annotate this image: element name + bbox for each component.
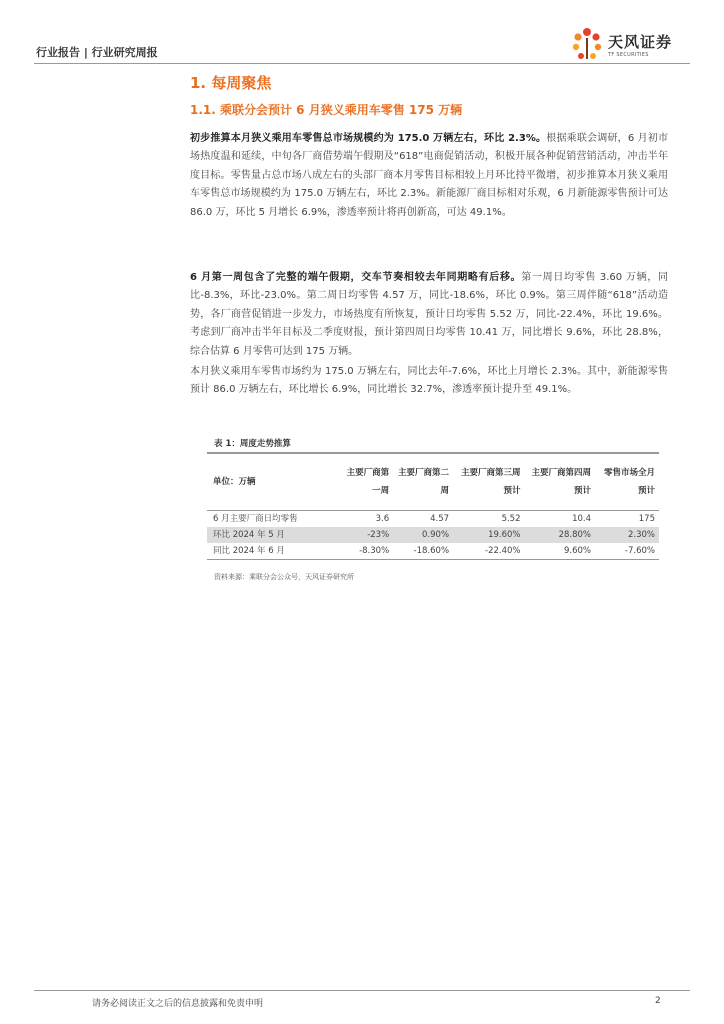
table-cell: 5.52 bbox=[501, 514, 521, 524]
table-cell: 10.4 bbox=[572, 514, 591, 524]
footer-divider bbox=[34, 990, 690, 991]
table-cell: -22.40% bbox=[485, 546, 521, 556]
weekly-trend-table bbox=[207, 454, 659, 560]
table-row-label: 6 月主要厂商日均零售 bbox=[213, 514, 298, 524]
table-cell: 3.6 bbox=[375, 514, 390, 524]
table-row-label: 环比 2024 年 5 月 bbox=[207, 527, 335, 543]
table-col-header: 主要厂商第二周 bbox=[398, 468, 450, 496]
table-cell: 19.60% bbox=[453, 527, 524, 543]
table-cell: 175 bbox=[638, 514, 655, 524]
logo-mark-icon bbox=[570, 26, 604, 62]
subsection-heading: 1.1. 乘联分会预计 6 月狭义乘用车零售 175 万辆 bbox=[190, 103, 463, 117]
report-breadcrumb: 行业报告 | 行业研究周报 bbox=[36, 46, 158, 59]
table-cell: 0.90% bbox=[393, 527, 453, 543]
paragraph-1 bbox=[190, 130, 668, 222]
table-row bbox=[207, 511, 659, 528]
section-heading: 1. 每周聚焦 bbox=[190, 74, 272, 92]
table-row-label: 同比 2024 年 6 月 bbox=[213, 546, 285, 556]
paragraph-2-body: 第一周日均零售 3.60 万辆，同比-8.3%，环比-23.0%。第二周日均零售 4.57 万，同比-18.6%，环比 0.9%。第三周伴随“618”活动造势，各厂商营促销进一步发力，市场热度有所恢复，预计日均零售 5.52 万，同比-22.4%，环比 19.6%。考虑到厂商冲击半年目标及二季度财报，预计第四周日均零售 10.41 万，同比增长 9.6%，环比 28.8%，综合估算 6 月零售可达到 175 万辆。 bbox=[190, 272, 668, 357]
table-cell: 4.57 bbox=[430, 514, 450, 524]
paragraph-3: 本月狭义乘用车零售市场约为 175.0 万辆左右，同比去年-7.6%，环比上月增长 2.3%。其中，新能源零售预计 86.0 万辆左右，环比增长 6.9%，同比增长 32.7%，渗透率预计提升至 49.1%。 bbox=[190, 366, 668, 396]
footer-disclaimer: 请务必阅读正文之后的信息披露和免责申明 bbox=[92, 999, 264, 1009]
company-logo bbox=[570, 26, 690, 62]
table-title: 表 1：周度走势推算 bbox=[214, 439, 291, 449]
paragraph-1-body: 根据乘联会调研，6 月初市场热度温和延续，中旬各厂商借势端午假期及“618”电商促销活动，积极开展各种促销营销活动，冲击半年度目标。零售量占总市场八成左右的头部厂商本月零售目标相较上月环比持平微增，初步推算本月狭义乘用车零售总市场规模约为 175.0 万辆左右，环比 2.3%。新能源厂商目标相对乐观，6 月新能源零售预计可达 86.0 万，环比 5 月增长 6.9%，渗透率预计将再创新高，可达 49.1%。 bbox=[190, 133, 669, 218]
table-source-note: 资料来源：乘联分会公众号，天风证券研究所 bbox=[214, 573, 354, 581]
table-col-header: 主要厂商第四周预计 bbox=[531, 468, 591, 496]
table-cell: 9.60% bbox=[563, 546, 591, 556]
logo-text: 天风证券 bbox=[608, 33, 673, 51]
table-cell: -8.30% bbox=[359, 546, 390, 556]
table-cell: -23% bbox=[335, 527, 393, 543]
table-cell: -7.60% bbox=[624, 546, 655, 556]
paragraph-2 bbox=[190, 269, 668, 361]
table-unit-header: 单位：万辆 bbox=[213, 477, 256, 487]
table-cell: -18.60% bbox=[413, 546, 450, 556]
table-row bbox=[207, 543, 659, 560]
header-divider bbox=[34, 63, 690, 64]
table-cell: 2.30% bbox=[595, 527, 659, 543]
paragraph-2-lead: 6 月第一周包含了完整的端午假期，交车节奏相较去年同期略有后移。 bbox=[190, 272, 522, 283]
paragraph-1-lead: 初步推算本月狭义乘用车零售总市场规模约为 175.0 万辆左右，环比 2.3%。 bbox=[190, 133, 547, 144]
table-row bbox=[207, 527, 659, 543]
page-number: 2 bbox=[655, 996, 661, 1006]
table-cell: 28.80% bbox=[525, 527, 596, 543]
table-col-header: 零售市场全月预计 bbox=[603, 468, 655, 496]
table-col-header: 主要厂商第三周预计 bbox=[460, 468, 521, 496]
table-col-header: 主要厂商第一周 bbox=[346, 468, 390, 496]
logo-subtext: TF SECURITIES bbox=[608, 52, 649, 58]
